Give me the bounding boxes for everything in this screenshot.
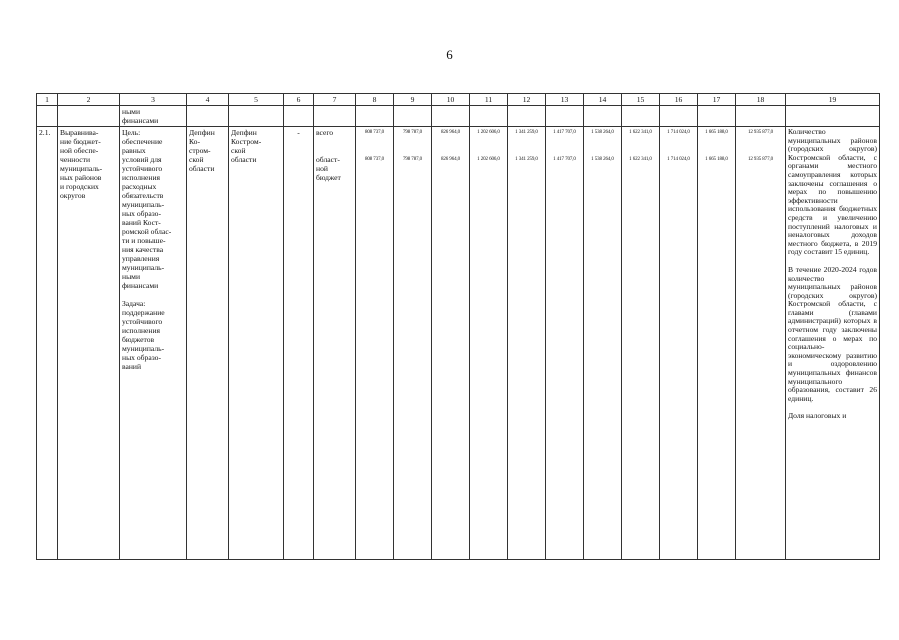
col-header: 18	[736, 94, 786, 106]
continuation-row	[37, 106, 880, 127]
year-value-cell	[470, 127, 508, 560]
source-regional: област- ной бюджет	[316, 155, 341, 182]
value-regional: 798 787,0	[402, 157, 423, 162]
col-header: 11	[470, 94, 508, 106]
value-total: 1 202 606,0	[477, 130, 500, 135]
column-number-row	[37, 94, 880, 106]
col-header: 3	[120, 94, 187, 106]
value-total: 1 622 341,0	[629, 130, 652, 135]
row-number: 2.1.	[37, 127, 58, 560]
value-regional: 826 964,0	[440, 157, 461, 162]
value-total: 826 964,0	[440, 130, 461, 135]
value-total: 1 417 707,0	[553, 130, 576, 135]
col-header: 9	[394, 94, 432, 106]
measure-name: Выравнива- ние бюджет- ной обеспе- ченности муниципаль- ных районов и городских округов	[58, 127, 120, 560]
col-header: 5	[229, 94, 284, 106]
continued-text: ными финансами	[120, 106, 187, 127]
value-regional: 1 341 259,0	[515, 157, 538, 162]
task-label: Задача:	[122, 299, 146, 308]
col-header: 17	[698, 94, 736, 106]
col-header: 14	[584, 94, 622, 106]
value-regional: 1 538 264,0	[591, 157, 614, 162]
page-number: 6	[446, 47, 453, 62]
value-total: 798 787,0	[402, 130, 423, 135]
value-total: 808 737,0	[364, 130, 385, 135]
expected-results	[786, 127, 880, 560]
year-value-cell	[584, 127, 622, 560]
col-header: 13	[546, 94, 584, 106]
col-header: 16	[660, 94, 698, 106]
value-total: 1 341 259,0	[515, 130, 538, 135]
col-header: 15	[622, 94, 660, 106]
program-table	[36, 93, 880, 560]
executor: Депфин Ко- стром- ской области	[187, 127, 229, 560]
value-total: 1 665 188,0	[705, 130, 728, 135]
goal-label: Цель:	[122, 128, 141, 137]
year-value-cell	[432, 127, 470, 560]
value-regional: 12 935 877,0	[747, 157, 774, 162]
year-value-cell	[356, 127, 394, 560]
value-regional: 1 622 341,0	[629, 157, 652, 162]
col-header: 4	[187, 94, 229, 106]
result-paragraph: Доля налоговых и	[788, 411, 847, 421]
col-header: 8	[356, 94, 394, 106]
value-regional: 808 737,0	[364, 157, 385, 162]
result-paragraph: Количество муниципальных районов (городских округов) Костромской области, с органами местного самоуправления которых заключены соглашения о мерах по повышению эффективности использования бюджетных средств и увеличению поступлений налоговых и неналоговых доходов местного бюджета, в 2019 году составит 15 единиц.	[788, 127, 877, 257]
total-value-cell	[736, 127, 786, 560]
year-value-cell	[622, 127, 660, 560]
value-regional: 1 417 707,0	[553, 157, 576, 162]
col-header: 12	[508, 94, 546, 106]
funding-source	[314, 127, 356, 560]
col-header: 6	[284, 94, 314, 106]
value-total: 1 538 264,0	[591, 130, 614, 135]
goal-task-cell	[120, 127, 187, 560]
col-header: 7	[314, 94, 356, 106]
year-value-cell	[394, 127, 432, 560]
year-value-cell	[698, 127, 736, 560]
col6-value: -	[284, 127, 314, 560]
value-regional: 1 202 606,0	[477, 157, 500, 162]
col-header: 1	[37, 94, 58, 106]
goal-text: обеспечение равных условий для устойчивого исполнения расходных обязательств муниципаль- ных образо- ваний Кост- ромской облас- ти и повыше- ния качества управления муниципаль- ными финансами	[122, 137, 172, 290]
value-total: 1 714 024,0	[667, 130, 690, 135]
year-value-cell	[660, 127, 698, 560]
value-regional: 1 714 024,0	[667, 157, 690, 162]
table-row	[37, 127, 880, 560]
source-total: всего	[316, 128, 334, 137]
col-header: 10	[432, 94, 470, 106]
col-header: 19	[786, 94, 880, 106]
col-header: 2	[58, 94, 120, 106]
value-regional: 1 665 188,0	[705, 157, 728, 162]
result-paragraph: В течение 2020-2024 годов количество муниципальных районов (городских округов) Костромской области, с главами (главами администраций) которых в отчетном году заключены соглашения о мерах по социально-экономическому развитию и оздоровлению муниципальных финансов муниципального образования, составит 26 единиц.	[788, 264, 877, 403]
co-executor: Депфин Костром- ской области	[229, 127, 284, 560]
year-value-cell	[546, 127, 584, 560]
task-text: поддержание устойчивого исполнения бюджетов муниципаль- ных образо- ваний	[122, 308, 165, 371]
value-total: 12 935 877,0	[747, 130, 774, 135]
year-value-cell	[508, 127, 546, 560]
